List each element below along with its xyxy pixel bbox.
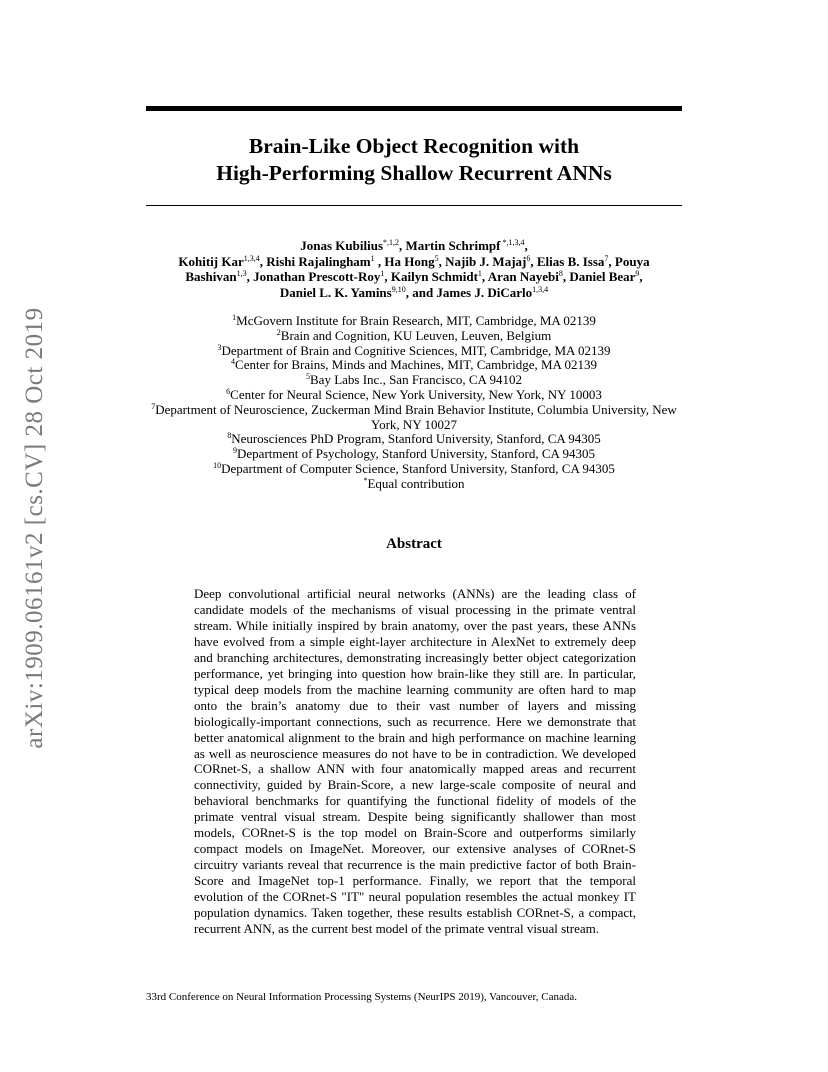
- arxiv-identifier: arXiv:1909.06161v2 [cs.CV] 28 Oct 2019: [21, 307, 48, 749]
- affiliation-marker: *: [363, 475, 368, 485]
- author-name: Daniel Bear: [569, 269, 636, 285]
- affiliation-line: [140, 477, 688, 492]
- paper-title: [146, 133, 682, 187]
- affiliation-line: [140, 314, 688, 329]
- affiliation-list: [140, 314, 688, 492]
- affiliation-line: [140, 358, 688, 373]
- affiliation-marker: 3: [217, 342, 222, 352]
- affiliation-line: [140, 388, 688, 403]
- author-separator: ,: [374, 253, 385, 269]
- author-separator: ,: [608, 253, 615, 269]
- author-name: Jonas Kubilius: [300, 238, 384, 253]
- author-separator: ,: [639, 269, 643, 285]
- author-affiliation-marker: 1: [477, 269, 482, 279]
- conference-footnote: 33rd Conference on Neural Information Processing Systems (NeurIPS 2019), Vancouver, Canada.: [146, 991, 578, 1003]
- author-name: Jonathan Prescott-Roy: [253, 269, 381, 285]
- author-name: Elias B. Issa: [536, 253, 605, 269]
- author-affiliation-marker: 5: [434, 253, 439, 263]
- author-separator: ,: [524, 238, 528, 253]
- affiliation-marker: 4: [231, 357, 236, 367]
- affiliation-text: Department of Psychology, Stanford University, Stanford, CA 94305: [237, 446, 595, 462]
- affiliation-text: Neurosciences PhD Program, Stanford University, Stanford, CA 94305: [231, 431, 601, 447]
- title-line-2: High-Performing Shallow Recurrent ANNs: [216, 161, 612, 185]
- top-rule: [146, 106, 682, 111]
- affiliation-text: Bay Labs Inc., San Francisco, CA 94102: [310, 372, 522, 388]
- affiliation-text: McGovern Institute for Brain Research, MIT, Cambridge, MA 02139: [236, 313, 596, 328]
- author-affiliation-marker: 1: [380, 269, 385, 279]
- affiliation-text: Department of Brain and Cognitive Sciences, MIT, Cambridge, MA 02139: [221, 342, 611, 358]
- affiliation-text: Brain and Cognition, KU Leuven, Leuven, Belgium: [280, 327, 552, 343]
- affiliation-line: [140, 344, 688, 359]
- affiliation-line: [140, 462, 688, 477]
- affiliation-text: Department of Neuroscience, Zuckerman Mind Brain Behavior Institute, Columbia University, New York, NY 10027: [155, 401, 677, 432]
- author-name: Rishi Rajalingham: [266, 253, 371, 269]
- affiliation-marker: 7: [151, 401, 156, 411]
- author-affiliation-marker: 1,3,4: [532, 284, 549, 294]
- affiliation-line: [140, 373, 688, 388]
- author-name: Pouya Bashivan: [185, 253, 650, 285]
- affiliation-marker: 2: [276, 327, 281, 337]
- author-separator: ,: [562, 269, 570, 285]
- affiliation-text: Center for Neural Science, New York University, New York, NY 10003: [230, 386, 602, 402]
- title-bottom-rule: [146, 205, 682, 206]
- author-separator: ,: [259, 253, 267, 269]
- author-separator: ,: [384, 269, 391, 285]
- author-name: Ha Hong: [384, 253, 435, 269]
- author-separator: ,: [438, 253, 446, 269]
- affiliation-marker: 10: [213, 460, 222, 470]
- affiliation-line: [140, 447, 688, 462]
- author-affiliation-marker: *,1,3,4: [500, 238, 525, 247]
- author-name: Najib J. Majaj: [445, 253, 527, 269]
- author-affiliation-marker: 9: [635, 269, 640, 279]
- author-separator: ,: [246, 269, 254, 285]
- abstract-body: Deep convolutional artificial neural networks (ANNs) are the leading class of candidate models of the mechanisms of visual processing in the primate ventral stream. While initially inspired by brain anatomy, over the past years, these ANNs have evolved from a simple eight-layer architecture in AlexNet to extremely deep and branching architectures, demonstrating increasingly better object categorization performance, yet bringing into question how brain-like they still are. In particular, typical deep models from the machine learning community are often hard to map onto the brain’s anatomy due to their vast number of layers and missing biologically-important connections, such as recurrence. Here we demonstrate that better anatomical alignment to the brain and high performance on machine learning as well as neuroscience measures do not have to be in contradiction. We developed CORnet-S, a shallow ANN with four anatomically mapped areas and recurrent connectivity, guided by Brain-Score, a new large-scale composite of neural and behavioral benchmarks for quantifying the functional fidelity of models of the primate ventral visual stream. Despite being significantly shallower than most models, CORnet-S is the top model on Brain-Score and outperforms similarly compact models on ImageNet. Moreover, our extensive analyses of CORnet-S circuitry variants reveal that recurrence is the main predictive factor of both Brain-Score and ImageNet top-1 performance. Finally, we report that the temporal evolution of the CORnet-S "IT" neural population resembles the actual monkey IT population dynamics. Taken together, these results establish CORnet-S, a compact, recurrent ANN, as the current best model of the primate ventral visual stream.: [194, 586, 636, 937]
- author-separator: ,: [481, 269, 488, 285]
- affiliation-text: Center for Brains, Minds and Machines, MIT, Cambridge, MA 02139: [235, 357, 597, 373]
- title-line-1: Brain-Like Object Recognition with: [248, 134, 580, 158]
- author-name: Martin Schrimpf: [405, 238, 501, 253]
- author-affiliation-marker: 9,10: [391, 284, 406, 294]
- author-affiliation-marker: 1,3: [236, 269, 247, 279]
- author-name: Daniel L. K. Yamins: [279, 284, 392, 300]
- affiliation-marker: 1: [232, 313, 237, 322]
- affiliation-line: [140, 403, 688, 433]
- author-list: [150, 238, 678, 300]
- author-name: and James J. DiCarlo: [412, 284, 533, 300]
- affiliation-marker: 9: [233, 446, 238, 456]
- author-affiliation-marker: 1: [370, 253, 375, 263]
- affiliation-line: [140, 329, 688, 344]
- author-separator: ,: [530, 253, 537, 269]
- affiliation-text: Department of Computer Science, Stanford University, Stanford, CA 94305: [221, 460, 615, 476]
- affiliation-line: [140, 432, 688, 447]
- author-affiliation-marker: *,1,2: [383, 238, 400, 247]
- author-affiliation-marker: 8: [558, 269, 563, 279]
- author-affiliation-marker: 7: [604, 253, 609, 263]
- author-separator: ,: [405, 284, 413, 300]
- abstract-heading: Abstract: [386, 536, 442, 552]
- author-separator: ,: [399, 238, 406, 253]
- author-name: Kohitij Kar: [178, 253, 244, 269]
- author-affiliation-marker: 1,3,4: [243, 253, 260, 263]
- affiliation-marker: 6: [226, 386, 231, 396]
- author-name: Aran Nayebi: [487, 269, 559, 285]
- affiliation-marker: 8: [227, 431, 232, 441]
- affiliation-marker: 5: [306, 372, 311, 382]
- author-affiliation-marker: 6: [526, 253, 531, 263]
- author-name: Kailyn Schmidt: [390, 269, 478, 285]
- affiliation-text: Equal contribution: [367, 475, 465, 491]
